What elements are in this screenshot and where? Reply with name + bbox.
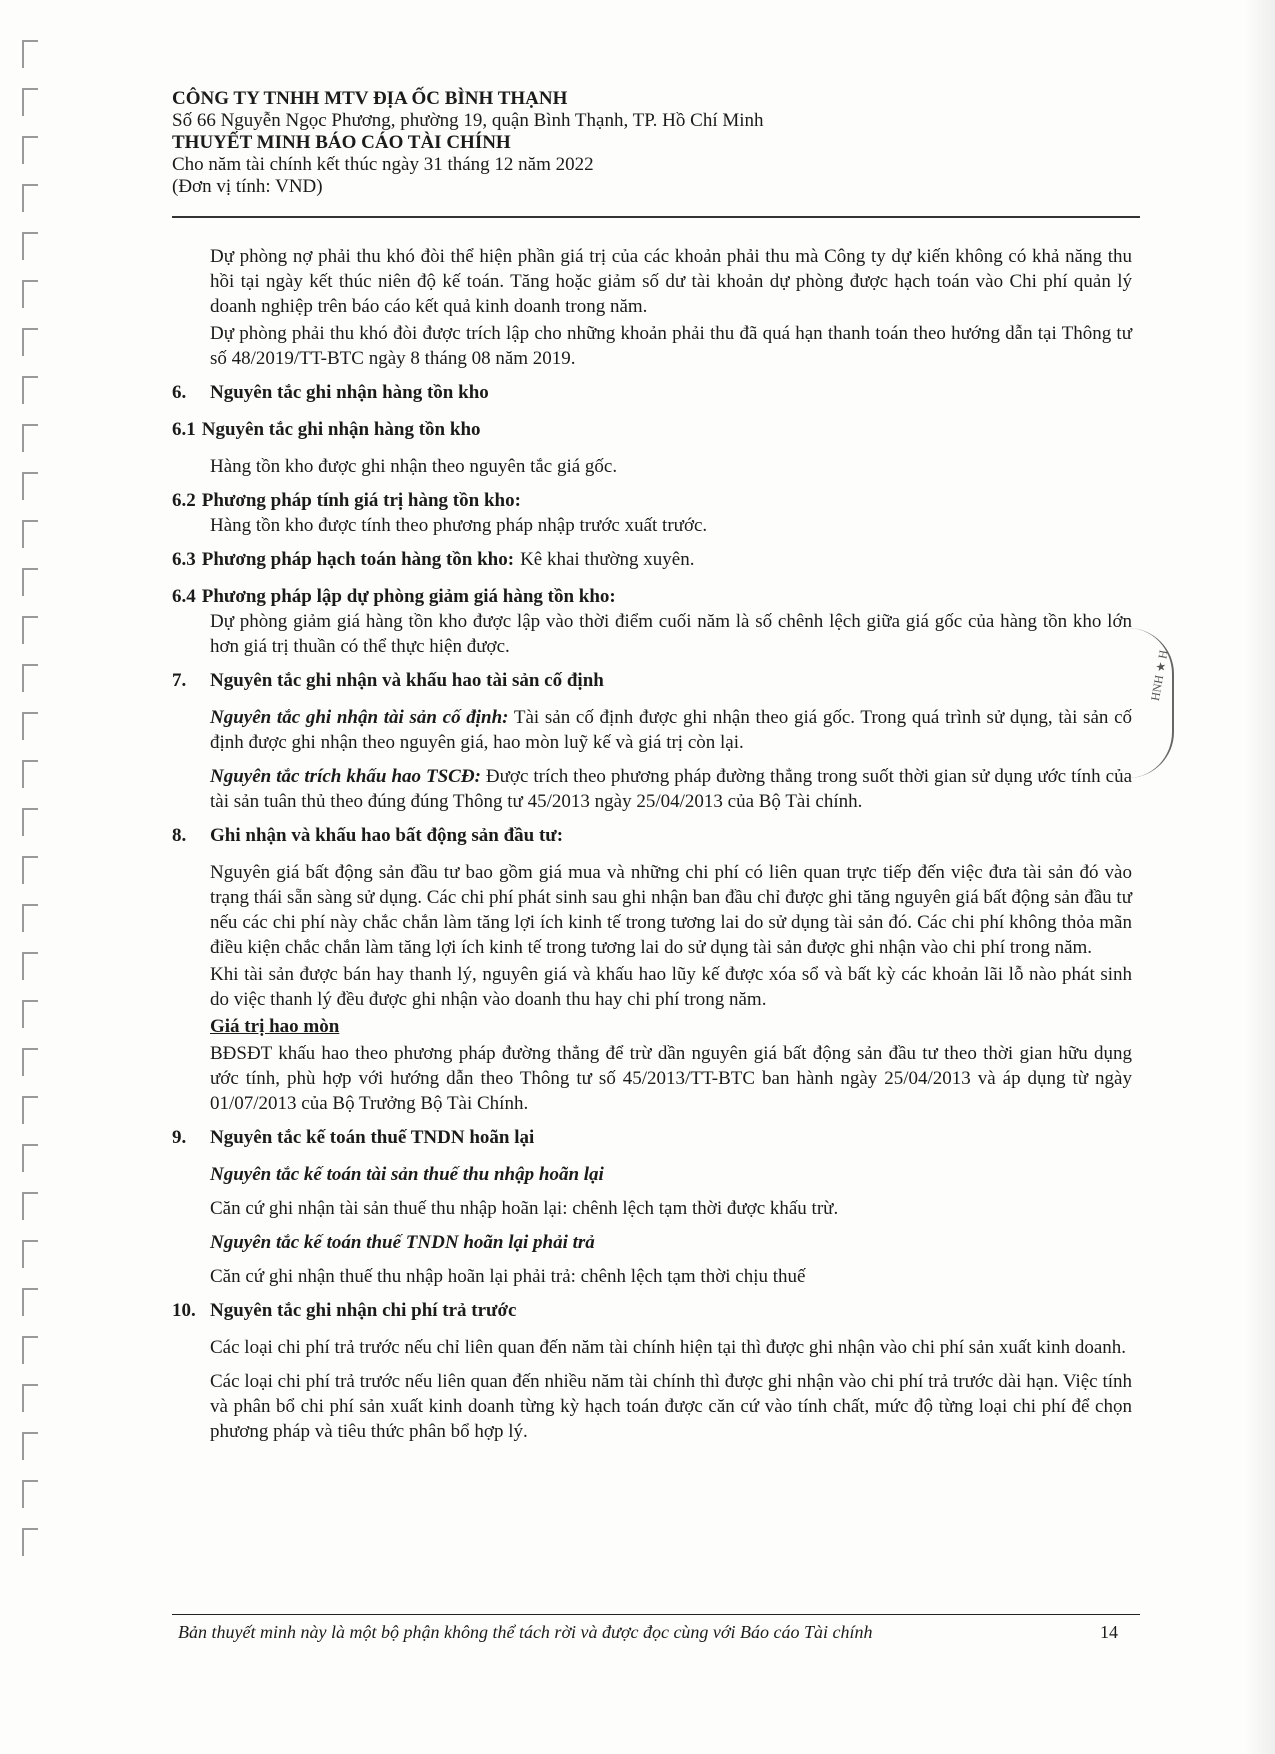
section-6-3-heading [172,547,1132,572]
section-title: Ghi nhận và khấu hao bất động sản đầu tư: [210,825,564,846]
section-7-heading [172,668,1132,693]
subheading-text: Nguyên tắc kế toán thuế TNDN hoãn lại phải trả [210,1232,595,1253]
section-9-heading [172,1125,1132,1150]
section-number: 6.4 [172,586,196,607]
company-address: Số 66 Nguyễn Ngọc Phương, phường 19, quận Bình Thạnh, TP. Hồ Chí Minh [172,110,764,131]
section-7-paragraph-1 [172,705,1132,755]
section-6-heading [172,380,1132,405]
section-6-2-text: Hàng tồn kho được tính theo phương pháp nhập trước xuất trước. [210,515,708,536]
section-8-heading [172,823,1132,848]
section-number: 6.3 [172,549,196,570]
document-body [172,244,1132,1453]
section-8-paragraph-1: Nguyên giá bất động sản đầu tư bao gồm giá mua và những chi phí có liên quan trực tiếp đến việc đưa tài sản đó vào trạng thái sẵn sàng sử dụng. Các chi phí phát sinh sau ghi nhận ban đầu chỉ được ghi tăng nguyên giá bất động sản đầu tư nếu các chi phí này chắc chắn làm tăng lợi ích kinh tế trong tương lai do sử dụng tài sản đó. Các chi phí không thỏa mãn điều kiện chắc chắn làm tăng lợi ích kinh tế trong tương lai do sử dụng tài sản được ghi nhận vào chi phí trong năm. [210,862,1132,958]
intro-paragraph-2: Dự phòng phải thu khó đòi được trích lập cho những khoản phải thu đã quá hạn thanh toán theo hướng dẫn tại Thông tư số 48/2019/TT-BTC ngày 8 tháng 08 năm 2019. [210,323,1132,369]
section-8-paragraph-2: Khi tài sản được bán hay thanh lý, nguyên giá và khấu hao lũy kế được xóa sổ và bất kỳ các khoản lãi lỗ nào phát sinh do việc thanh lý đều được ghi nhận vào doanh thu hay chi phí trong năm. [210,964,1132,1010]
section-title: Nguyên tắc kế toán thuế TNDN hoãn lại [210,1127,535,1148]
section-10-heading [172,1298,1132,1323]
section-8-paragraph-3: BĐSĐT khấu hao theo phương pháp đường thẳng để trừ dần nguyên giá bất động sản đầu tư theo thời gian hữu dụng ước tính, phù hợp với hướng dẫn theo Thông tư số 45/2013/TT-BTC ban hành ngày 25/04/2013 và áp dụng từ ngày 01/07/2013 của Bộ Trưởng Bộ Tài Chính. [210,1043,1132,1114]
reporting-period: Cho năm tài chính kết thúc ngày 31 tháng 12 năm 2022 [172,154,594,175]
company-name: CÔNG TY TNHH MTV ĐỊA ỐC BÌNH THẠNH [172,88,568,109]
section-title: Nguyên tắc ghi nhận hàng tồn kho [201,419,481,440]
seal-stamp [1128,628,1174,778]
binding-holes [14,40,44,1600]
section-title: Nguyên tắc ghi nhận và khấu hao tài sản cố định [210,670,604,691]
section-10-paragraph-1: Các loại chi phí trả trước nếu chỉ liên quan đến năm tài chính hiện tại thì được ghi nhận vào chi phí sản xuất kinh doanh. [210,1337,1127,1358]
section-9-subheading-2 [172,1230,1132,1255]
paragraph-label: Nguyên tắc ghi nhận tài sản cố định: [210,707,509,728]
section-title: Nguyên tắc ghi nhận chi phí trả trước [210,1300,517,1321]
section-6-4-text: Dự phòng giảm giá hàng tồn kho được lập vào thời điểm cuối năm là số chênh lệch giữa giá gốc của hàng tồn kho lớn hơn giá trị thuần có thể thực hiện được. [210,611,1132,657]
stamp-text: HNH ★ H [1147,648,1171,702]
footer-divider [172,1614,1140,1615]
header-divider [172,216,1140,218]
section-6-2-heading [172,488,1132,513]
section-7-paragraph-2 [172,764,1132,814]
page-footer [178,1622,1138,1643]
section-title: Nguyên tắc ghi nhận hàng tồn kho [210,382,489,403]
currency-unit: (Đơn vị tính: VND) [172,176,323,197]
paragraph-text: Tài sản cố định được ghi nhận theo giá gốc. Trong quá trình sử dụng, tài sản cố định được ghi nhận theo nguyên giá, hao mòn luỹ kế và giá trị còn lại. [210,707,1133,753]
document-title: THUYẾT MINH BÁO CÁO TÀI CHÍNH [172,132,511,153]
section-number: 9. [172,1127,187,1148]
section-9-text-1: Căn cứ ghi nhận tài sản thuế thu nhập hoãn lại: chênh lệch tạm thời được khấu trừ. [210,1198,839,1219]
section-title: Phương pháp lập dự phòng giảm giá hàng tồn kho: [201,586,616,607]
paragraph-text: Được trích theo phương pháp đường thẳng trong suốt thời gian sử dụng ước tính của tài sản tuân thủ theo đúng đúng Thông tư 45/2013 ngày 25/04/2013 của Bộ Tài chính. [210,766,1132,812]
paragraph-label: Nguyên tắc trích khấu hao TSCĐ: [210,766,481,787]
section-title: Phương pháp hạch toán hàng tồn kho: [201,549,515,570]
section-6-4-heading [172,584,1132,609]
page-number: 14 [1100,1622,1118,1642]
section-6-1-text: Hàng tồn kho được ghi nhận theo nguyên tắc giá gốc. [210,456,618,477]
section-number: 7. [172,670,187,691]
section-number: 6.1 [172,419,196,440]
section-title: Phương pháp tính giá trị hàng tồn kho: [201,490,521,511]
section-number: 6. [172,382,187,403]
section-number: 8. [172,825,187,846]
document-header [172,88,1072,198]
section-10-paragraph-2: Các loại chi phí trả trước nếu liên quan đến nhiều năm tài chính thì được ghi nhận vào chi phí trả trước dài hạn. Việc tính và phân bổ chi phí sản xuất kinh doanh từng kỳ hạch toán được căn cứ vào tính chất, mức độ từng loại chi phí để chọn phương pháp và tiêu thức phân bổ hợp lý. [210,1371,1132,1442]
subheading-text: Nguyên tắc kế toán tài sản thuế thu nhập hoãn lại [210,1164,604,1185]
section-6-1-heading [172,417,1132,442]
section-number: 10. [172,1300,196,1321]
intro-paragraph-1: Dự phòng nợ phải thu khó đòi thể hiện phần giá trị của các khoản phải thu mà Công ty dự kiến không có khả năng thu hồi tại ngày kết thúc niên độ kế toán. Tăng hoặc giảm số dư tài khoản dự phòng được hạch toán vào Chi phí quản lý doanh nghiệp trên báo cáo kết quả kinh doanh trong năm. [210,246,1132,317]
section-6-3-text: Kê khai thường xuyên. [520,549,695,570]
section-8-subheading [172,1014,1132,1039]
footer-note: Bản thuyết minh này là một bộ phận không thể tách rời và được đọc cùng với Báo cáo Tài chính [178,1622,873,1642]
page-edge-shadow [1245,0,1275,1754]
section-9-subheading-1 [172,1162,1132,1187]
subheading-text: Giá trị hao mòn [210,1016,340,1037]
section-9-text-2: Căn cứ ghi nhận thuế thu nhập hoãn lại phải trả: chênh lệch tạm thời chịu thuế [210,1266,806,1287]
section-number: 6.2 [172,490,196,511]
